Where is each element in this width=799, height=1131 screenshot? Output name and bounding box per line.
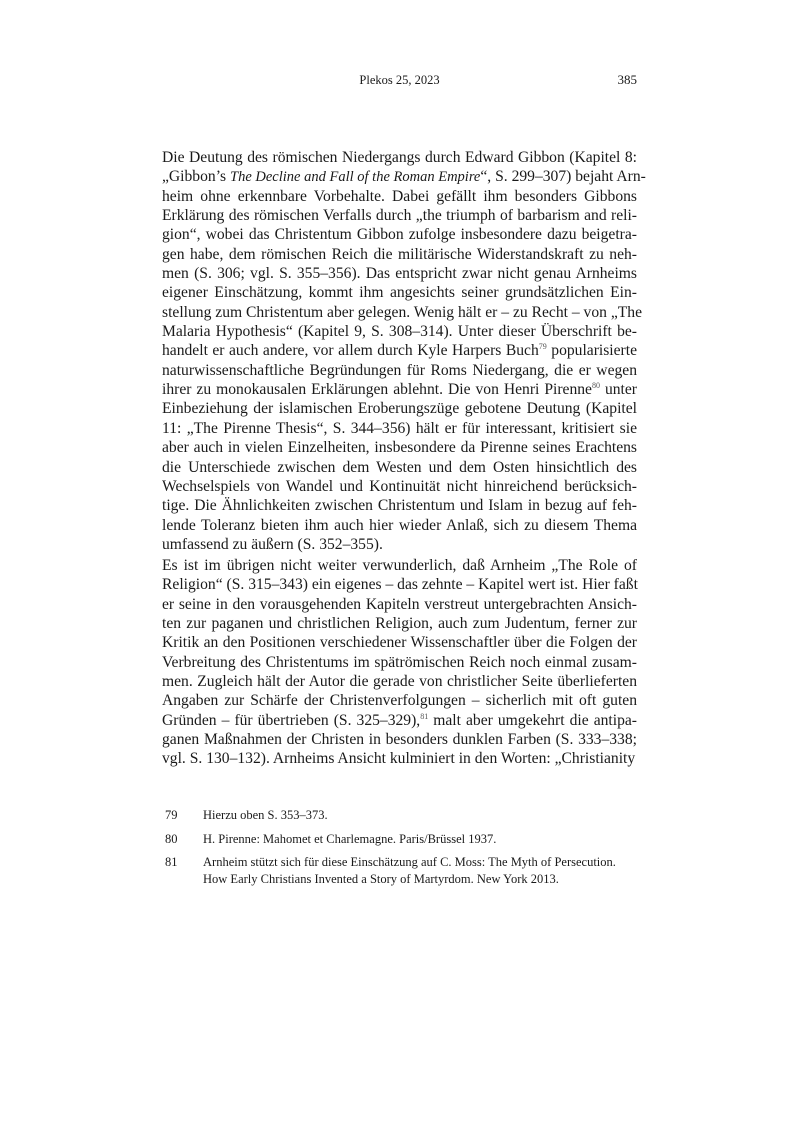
italic-title: The Decline and Fall of the Roman Empire — [230, 169, 481, 186]
text-segment: ten zur paganen und christlichen Religion, auch zum Judentum, ferner zur — [162, 615, 637, 633]
text-segment: 11: „The Pirenne Thesis“, S. 344–356) hält er für interessant, kritisiert sie — [162, 419, 637, 437]
text-line — [162, 496, 637, 515]
text-line — [162, 458, 637, 477]
text-segment: heim ohne erkennbare Vorbehalte. Dabei gefällt ihm besonders Gibbons — [162, 187, 637, 205]
text-line — [162, 380, 637, 399]
text-segment: gion“, wobei das Christentum Gibbon zufolge insbesondere dazu beigetra- — [162, 226, 637, 244]
text-line — [162, 206, 637, 225]
footnote-number: 81 — [165, 855, 178, 869]
text-segment: aber auch in vielen Einzelheiten, insbesondere da Pirenne seines Erachtens — [162, 439, 637, 457]
text-segment: Die Deutung des römischen Niedergangs durch Edward Gibbon (Kapitel 8: — [162, 149, 637, 166]
text-line — [162, 283, 637, 302]
text-segment: Angaben zur Schärfe der Christenverfolgungen – sicherlich mit oft guten — [162, 692, 637, 710]
text-line — [162, 672, 637, 691]
text-segment: er seine in den vorausgehenden Kapiteln verstreut untergebrachten Ansich- — [162, 595, 637, 613]
footnote-reference: 81 — [420, 711, 429, 721]
text-line — [162, 614, 637, 633]
footnote-text: Arnheim stützt sich für diese Einschätzung auf C. Moss: The Myth of Persecution. How Early Christians Invented a Story of Martyrdom. New York 2013. — [203, 855, 616, 886]
text-line — [162, 361, 637, 380]
footnote-number: 79 — [165, 808, 178, 822]
footnote-text: Hierzu oben S. 353–373. — [203, 808, 328, 822]
text-segment: Einbeziehung der islamischen Eroberungszüge gebotene Deutung (Kapitel — [162, 400, 637, 418]
text-line — [162, 691, 637, 710]
text-segment: tige. Die Ähnlichkeiten zwischen Christentum und Islam in bezug auf feh- — [162, 497, 637, 515]
text-segment: Verbreitung des Christentums im spätrömischen Reich noch einmal zusam- — [162, 653, 637, 671]
footnote-text: H. Pirenne: Mahomet et Charlemagne. Paris/Brüssel 1937. — [203, 832, 497, 846]
text-line — [162, 399, 637, 418]
text-line — [162, 595, 637, 614]
running-header-title: Plekos 25, 2023 — [359, 73, 440, 87]
text-line — [162, 516, 637, 535]
text-segment: unter — [599, 381, 637, 399]
text-line — [162, 167, 646, 186]
text-segment: Malaria Hypothesis“ (Kapitel 9, S. 308–314). Unter dieser Überschrift be- — [162, 323, 637, 341]
text-line — [162, 653, 637, 672]
text-segment: lende Toleranz bieten ihm auch hier wieder Anlaß, sich zu diesem Thema — [162, 516, 637, 534]
text-line — [162, 438, 637, 457]
text-segment: Gründen – für übertrieben (S. 325–329), — [162, 711, 421, 729]
text-segment: Wechselspiels von Wandel und Kontinuität nicht hinreichend berücksich- — [162, 477, 637, 495]
footnote-79 — [165, 807, 640, 824]
text-segment: men (S. 306; vgl. S. 355–356). Das entspricht zwar nicht genau Arnheims — [162, 265, 637, 283]
text-segment: die Unterschiede zwischen dem Westen und dem Osten hinsichtlich des — [162, 458, 637, 476]
text-line — [162, 322, 637, 341]
text-line — [162, 225, 637, 244]
text-line — [162, 730, 637, 749]
text-line — [162, 535, 637, 554]
text-line — [162, 749, 637, 768]
footnote-number: 80 — [165, 832, 178, 846]
text-segment: umfassend zu äußern (S. 352–355). — [162, 535, 383, 553]
text-segment: men. Zugleich hält der Autor die gerade von christlicher Seite überlieferten — [162, 673, 637, 691]
text-line — [162, 341, 637, 360]
text-segment: popularisierte — [546, 342, 638, 360]
text-line — [162, 303, 642, 322]
text-line — [162, 264, 637, 283]
text-line — [162, 711, 637, 730]
text-line — [162, 633, 637, 652]
text-line — [162, 245, 637, 264]
text-line — [162, 556, 637, 575]
text-segment: malt aber umgekehrt die antipa- — [428, 711, 637, 729]
page-number: 385 — [617, 72, 637, 87]
text-segment: handelt er auch andere, vor allem durch Kyle Harpers Buch — [162, 342, 539, 360]
text-line — [162, 575, 637, 594]
text-segment: naturwissenschaftliche Begründungen für Roms Niedergang, die er wegen — [162, 361, 637, 379]
text-line — [162, 419, 637, 438]
text-segment: Es ist im übrigen nicht weiter verwunderlich, daß Arnheim „The Role of — [162, 557, 637, 574]
text-segment: „Gibbon’s — [162, 168, 231, 186]
text-line — [162, 187, 637, 206]
text-segment: Kritik an den Positionen verschiedener Wissenschaftler über die Folgen der — [162, 634, 637, 652]
text-line — [162, 148, 637, 167]
footnote-81 — [165, 854, 640, 888]
text-line — [162, 477, 637, 496]
text-segment: eigener Einschätzung, kommt ihm angesichts seiner grundsätzlichen Ein- — [162, 284, 637, 302]
text-segment: ganen Maßnahmen der Christen in besonders dunklen Farben (S. 333–338; — [162, 731, 637, 749]
text-segment: Erklärung des römischen Verfalls durch „the triumph of barbarism and reli- — [162, 207, 637, 225]
text-segment: vgl. S. 130–132). Arnheims Ansicht kulminiert in den Worten: „Christianity — [162, 750, 636, 768]
footnote-80 — [165, 831, 640, 848]
body-paragraph-2 — [162, 556, 637, 769]
text-segment: “, S. 299–307) bejaht Arn- — [480, 168, 646, 186]
text-segment: ihrer zu monokausalen Erklärungen ablehnt. Die von Henri Pirenne — [162, 381, 592, 399]
footnote-reference: 80 — [591, 381, 600, 391]
body-paragraph-1 — [162, 148, 646, 554]
footnote-reference: 79 — [538, 342, 547, 352]
text-segment: Religion“ (S. 315–343) ein eigenes – das zehnte – Kapitel wert ist. Hier faßt — [162, 576, 638, 594]
text-segment: gen habe, dem römischen Reich die militärische Widerstandskraft zu neh- — [162, 245, 637, 263]
text-segment: stellung zum Christentum aber gelegen. Wenig hält er – zu Recht – von „The — [162, 303, 642, 321]
